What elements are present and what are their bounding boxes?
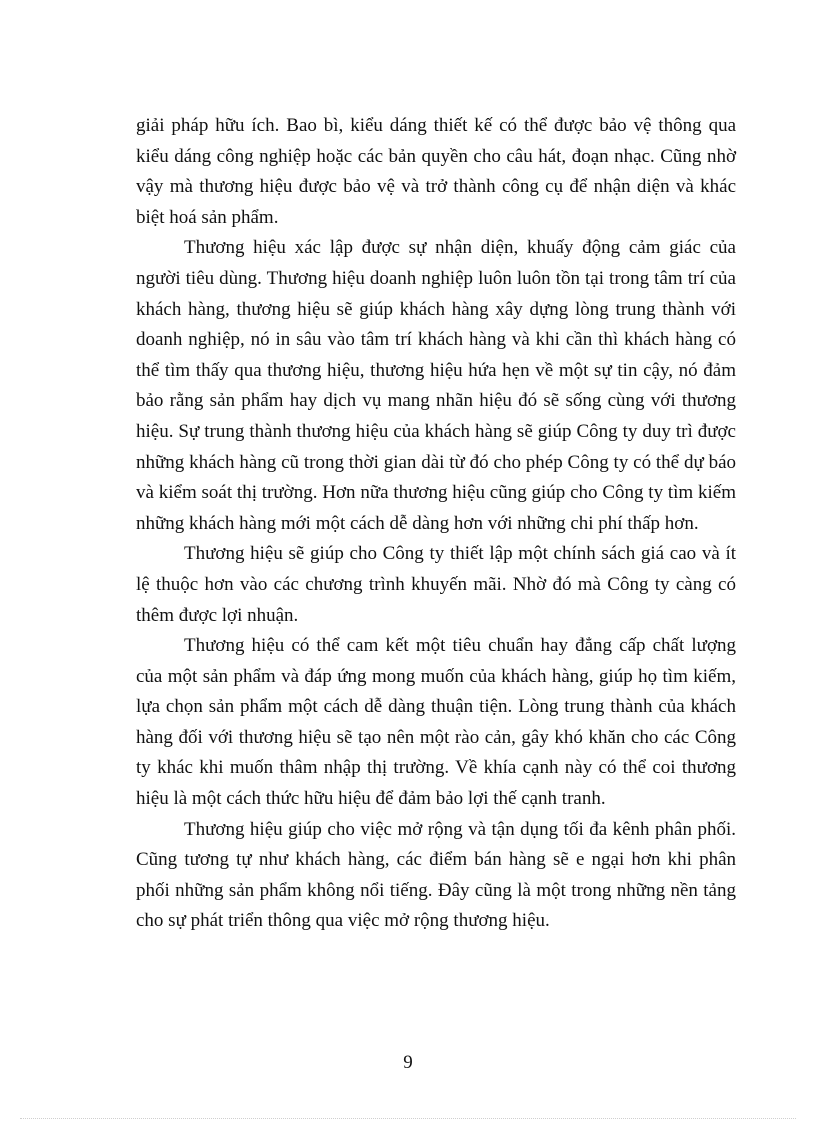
paragraph-continuation: giải pháp hữu ích. Bao bì, kiểu dáng thiết kế có thể được bảo vệ thông qua kiểu dáng công nghiệp hoặc các bản quyền cho câu hát, đoạn nhạc. Cũng nhờ vậy mà thương hiệu được bảo vệ và trở thành công cụ để nhận diện và khác biệt hoá sản phẩm.: [136, 115, 736, 228]
paragraph-pricing-policy: Thương hiệu sẽ giúp cho Công ty thiết lập một chính sách giá cao và ít lệ thuộc hơn vào các chương trình khuyến mãi. Nhờ đó mà Công ty càng có thêm được lợi nhuận.: [136, 543, 736, 626]
paragraph-brand-recognition: Thương hiệu xác lập được sự nhận diện, khuấy động cảm giác của người tiêu dùng. Thương hiệu doanh nghiệp luôn luôn tồn tại trong tâm trí của khách hàng, thương hiệu sẽ giúp khách hàng xây dựng lòng trung thành với doanh nghiệp, nó in sâu vào tâm trí khách hàng và khi cần thì khách hàng có thể tìm thấy qua thương hiệu, thương hiệu hứa hẹn về một sự tin cậy, nó đảm bảo rằng sản phẩm hay dịch vụ mang nhãn hiệu đó sẽ sống cùng với thương hiệu. Sự trung thành thương hiệu của khách hàng sẽ giúp Công ty duy trì được những khách hàng cũ trong thời gian dài từ đó cho phép Công ty có thể dự báo và kiểm soát thị trường. Hơn nữa thương hiệu cũng giúp cho Công ty tìm kiếm những khách hàng mới một cách dễ dàng hơn với những chi phí thấp hơn.: [136, 237, 736, 534]
paragraph-distribution: Thương hiệu giúp cho việc mở rộng và tận dụng tối đa kênh phân phối. Cũng tương tự như khách hàng, các điểm bán hàng sẽ e ngại hơn khi phân phối những sản phẩm không nổi tiếng. Đây cũng là một trong những nền tảng cho sự phát triển thông qua việc mở rộng thương hiệu.: [136, 818, 736, 932]
paragraph-quality-commitment: Thương hiệu có thể cam kết một tiêu chuẩn hay đẳng cấp chất lượng của một sản phẩm và đáp ứng mong muốn của khách hàng, giúp họ tìm kiếm, lựa chọn sản phẩm một cách dễ dàng thuận tiện. Lòng trung thành của khách hàng đối với thương hiệu sẽ tạo nên một rào cản, gây khó khăn cho các Công ty khác khi muốn thâm nhập thị trường. Về khía cạnh này có thể coi thương hiệu là một cách thức hữu hiệu để đảm bảo lợi thế cạnh tranh.: [136, 635, 736, 810]
page-number: 9: [403, 1052, 413, 1073]
body-text: [136, 111, 736, 937]
page-bottom-divider: [20, 1118, 796, 1119]
